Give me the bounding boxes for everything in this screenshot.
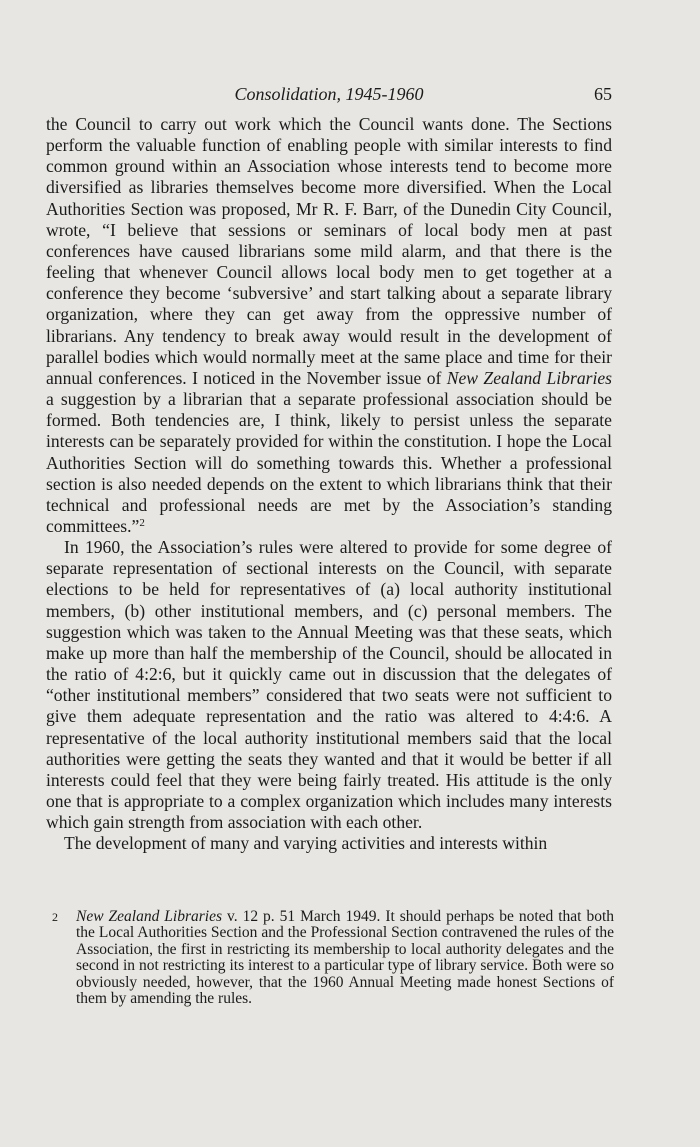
footnote-text <box>76 909 614 1007</box>
footnote-number: 2 <box>52 910 58 924</box>
chapter-title: Consolidation, 1945-1960 <box>234 84 424 104</box>
body-text <box>46 114 612 854</box>
paragraph: In 1960, the Association’s rules were altered to provide for some degree of separate representation of sectional interests on the Council, with separate elections to be held for representatives of (a) local authority institutional members, (b) other institutional members, and (c) personal members. The suggestion which was taken to the Annual Meeting was that these seats, which make up more than half the membership of the Council, should be allocated in the ratio of 4:2:6, but it quickly came out in discussion that the delegates of “other institutional members” considered that two seats were not sufficient to give them adequate representation and the ratio was altered to 4:4:6. A representative of the local authority institutional members said that the local authorities were getting the seats they wanted and that it would be better if all interests could feel that they were being fairly treated. His attitude is the only one that is appropriate to a complex organization which includes many interests which gain strength from association with each other. <box>46 537 612 833</box>
footnote-journal-title: New Zealand Libraries <box>76 908 223 925</box>
paragraph <box>46 114 612 537</box>
journal-title: New Zealand Libraries <box>446 367 613 388</box>
footnote-body: v. 12 p. 51 March 1949. It should perhaps be noted that both the Local Authorities Section and the Professional Section contravened the rules of the Association, the first in restricting its membership to local authority delegates and the second in not restricting its interest to a particular type of library service. Both were so obviously needed, however, that the 1960 Annual Meeting made honest Sections of them by amending the rules. <box>76 908 615 1008</box>
paragraph: The development of many and varying activities and interests within <box>64 833 548 854</box>
paragraph-text: a suggestion by a librarian that a separate professional association should be formed. Both tendencies are, I think, likely to persist unless the separate interests can be separately provided for within the constitution. I hope the Local Authorities Section will do something towards this. Whether a professional section is also needed depends on the extent to which librarians think that their technical and professional needs are met by the Association’s standing committees.” <box>46 389 612 536</box>
footnote <box>52 909 614 1007</box>
running-head <box>46 82 612 106</box>
page-number: 65 <box>594 84 612 104</box>
paragraph-text: the Council to carry out work which the Council wants done. The Sections perform the valuable function of enabling people with similar interests to find common ground within an Association whose interests tend to become more diversified as libraries themselves become more diversified. When the Local Authorities Section was proposed, Mr R. F. Barr, of the Dunedin City Council, wrote, “I believe that sessions or seminars of local body men at past conferences have caused librarians some mild alarm, and that there is the feeling that whenever Council allows local body men to get together at a conference they become ‘subversive’ and start talking about a separate library organization, where they can get away from the oppressive number of librarians. Any tendency to break away would result in the development of parallel bodies which would normally meet at the same place and time for their annual conferences. I noticed in the November issue of <box>46 114 612 388</box>
footnote-reference: 2 <box>139 516 145 529</box>
